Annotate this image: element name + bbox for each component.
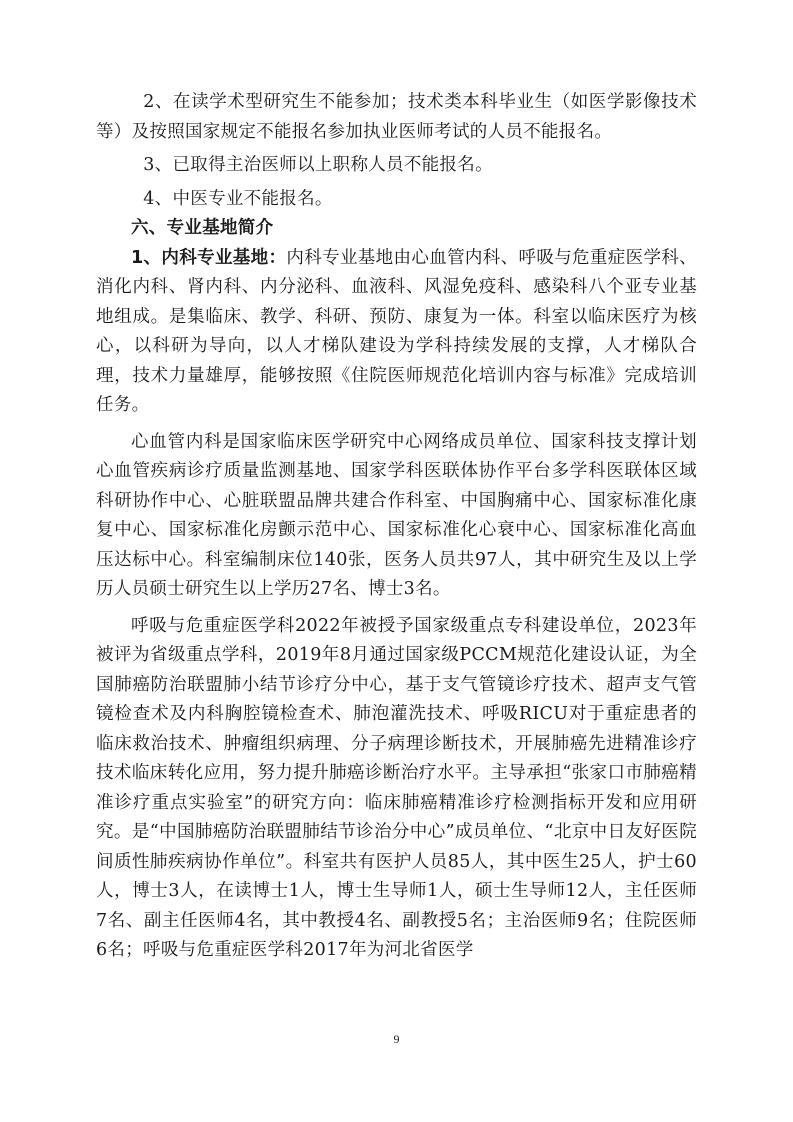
- internal-medicine-text: 内科专业基地由心血管内科、呼吸与危重症医学科、消化内科、肾内科、内分泌科、血液科、风湿免疫科、感染科八个亚专业基地组成。是集临床、教学、科研、预防、康复为一体。科室以临床医疗为核心，以科研为导向，以人才梯队建设为学科持续发展的支撑，人才梯队合理，技术力量雄厚，能够按照《住院医师规范化培训内容与标准》完成培训任务。: [96, 247, 697, 415]
- requirement-item-3: 3、已取得主治医师以上职称人员不能报名。: [143, 155, 493, 175]
- internal-medicine-paragraph: [96, 244, 697, 421]
- cardiology-paragraph: 心血管内科是国家临床医学研究中心网络成员单位、国家科技支撑计划心血管疾病诊疗质量监测基地、国家学科医联体协作平台多学科医联体区域科研协作中心、心脏联盟品牌共建合作科室、中国胸痛中心、国家标准化康复中心、国家标准化房颤示范中心、国家标准化心衰中心、国家标准化高血压达标中心。科室编制床位140张，医务人员共97人，其中研究生及以上学历人员硕士研究生以上学历27名、博士3名。: [96, 431, 697, 599]
- internal-medicine-label: 1、内科专业基地：: [131, 247, 287, 268]
- document-body: [96, 88, 697, 966]
- section-heading: 六、专业基地简介: [131, 218, 274, 238]
- page-number: 9: [393, 1032, 400, 1046]
- requirement-item-2: 2、在读学术型研究生不能参加；技术类本科毕业生（如医学影像技术等）及按照国家规定不能报名参加执业医师考试的人员不能报名。: [96, 92, 697, 142]
- respiratory-paragraph: 呼吸与危重症医学科2022年被授予国家级重点专科建设单位，2023年被评为省级重点学科，2019年8月通过国家级PCCM规范化建设认证，为全国肺癌防治联盟肺小结节诊疗分中心，基于支气管镜诊疗技术、超声支气管镜检查术及内科胸腔镜检查术、肺泡灌洗技术、呼吸RICU对于重症患者的临床救治技术、肿瘤组织病理、分子病理诊断技术，开展肺癌先进精准诊疗技术临床转化应用，努力提升肺癌诊断治疗水平。主导承担“张家口市肺癌精准诊疗重点实验室”的研究方向：临床肺癌精准诊疗检测指标开发和应用研究。是“中国肺癌防治联盟肺结节诊治分中心”成员单位、“北京中日友好医院间质性肺疾病协作单位”。科室共有医护人员85人，其中医生25人，护士60人，博士3人，在读博士1人，博士生导师1人，硕士生导师12人，主任医师7名、副主任医师4名，其中教授4名、副教授5名；主治医师9名；住院医师6名；呼吸与危重症医学科2017年为河北省医学: [96, 615, 697, 960]
- requirement-item-4: 4、中医专业不能报名。: [143, 188, 333, 209]
